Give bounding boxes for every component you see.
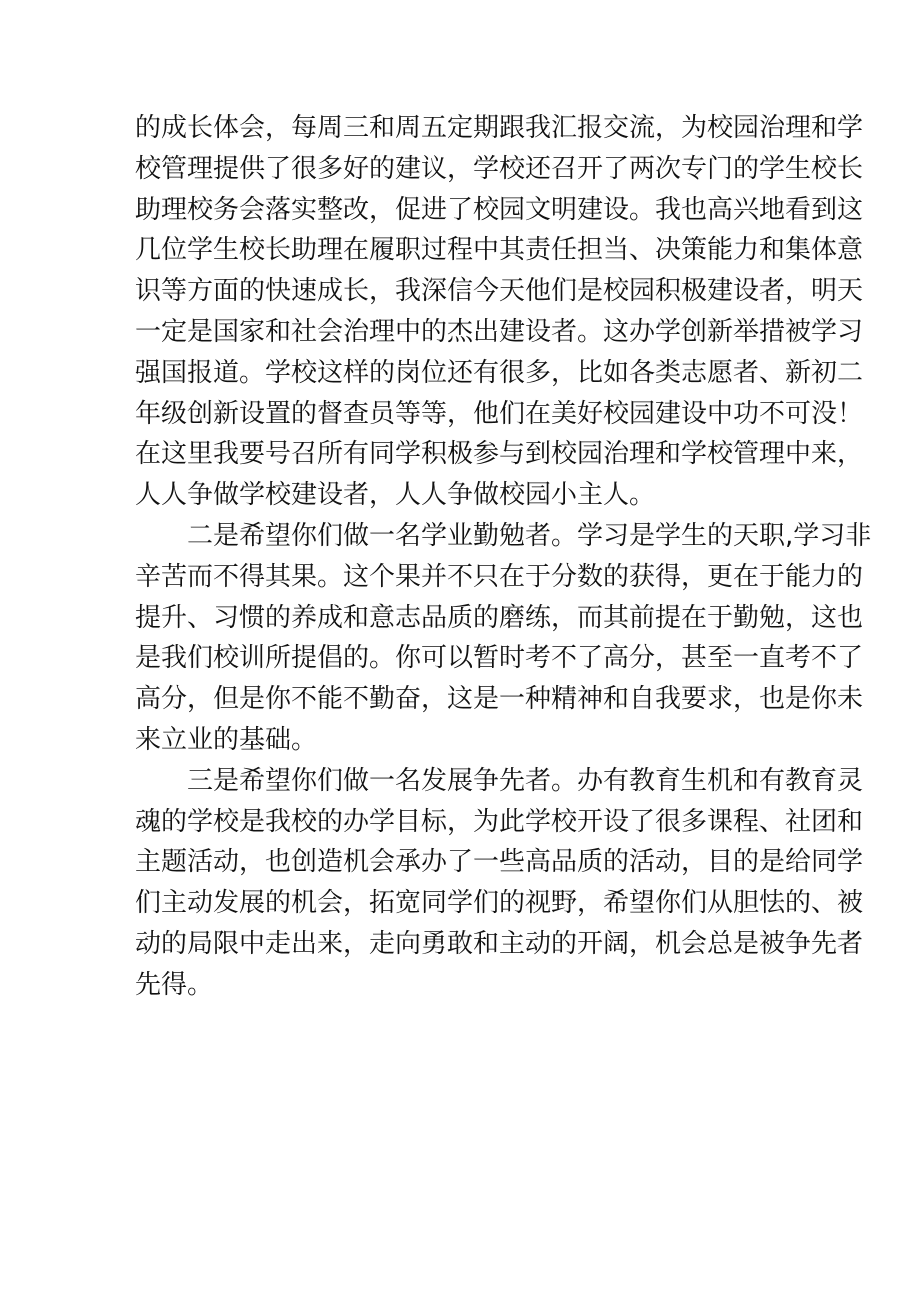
paragraph-1-line-10: 人人争做学校建设者，人人争做校园小主人。	[135, 480, 656, 511]
paragraph-1-line-2: 校管理提供了很多好的建议，学校还召开了两次专门的学生校长	[135, 153, 864, 184]
paragraph-3-line-5: 动的局限中走出来，走向勇敢和主动的开阔，机会总是被争先者	[135, 928, 864, 959]
paragraph-2-line-5: 高分，但是你不能不勤奋，这是一种精神和自我要求，也是你未	[135, 684, 864, 715]
paragraph-1-line-4: 几位学生校长助理在履职过程中其责任担当、决策能力和集体意	[135, 235, 864, 266]
paragraph-1-line-8: 年级创新设置的督查员等等，他们在美好校园建设中功不可没！	[135, 398, 864, 429]
paragraph-3-line-6: 先得。	[135, 969, 214, 1000]
paragraph-3	[135, 761, 864, 1006]
paragraph-1-line-6: 一定是国家和社会治理中的杰出建设者。这办学创新举措被学习	[135, 316, 864, 347]
paragraph-3-line-4: 们主动发展的机会，拓宽同学们的视野，希望你们从胆怯的、被	[135, 888, 864, 919]
paragraph-1-line-3: 助理校务会落实整改，促进了校园文明建设。我也高兴地看到这	[135, 194, 864, 225]
paragraph-3-line-3: 主题活动，也创造机会承办了一些高品质的活动，目的是给同学	[135, 847, 864, 878]
paragraph-2-line-2: 辛苦而不得其果。这个果并不只在于分数的获得，更在于能力的	[135, 561, 864, 592]
body-text	[135, 108, 872, 1006]
paragraph-1-line-1: 的成长体会，每周三和周五定期跟我汇报交流，为校园治理和学	[135, 113, 864, 143]
paragraph-2-line-4: 是我们校训所提倡的。你可以暂时考不了高分，甚至一直考不了	[135, 643, 864, 674]
paragraph-2-line-6: 来立业的基础。	[135, 724, 318, 755]
paragraph-2-line-1: 二是希望你们做一名学业勤勉者。学习是学生的天职,学习非	[187, 520, 872, 551]
paragraph-1-line-7: 强国报道。学校这样的岗位还有很多，比如各类志愿者、新初二	[135, 357, 864, 388]
paragraph-1-line-5: 识等方面的快速成长，我深信今天他们是校园积极建设者，明天	[135, 276, 864, 307]
paragraph-3-line-1: 三是希望你们做一名发展争先者。办有教育生机和有教育灵	[187, 765, 864, 796]
paragraph-2	[135, 516, 872, 761]
paragraph-3-line-2: 魂的学校是我校的办学目标，为此学校开设了很多课程、社团和	[135, 806, 864, 837]
paragraph-2-line-3: 提升、习惯的养成和意志品质的磨练，而其前提在于勤勉，这也	[135, 602, 864, 633]
paragraph-1-line-9: 在这里我要号召所有同学积极参与到校园治理和学校管理中来，	[135, 439, 864, 470]
paragraph-1	[135, 108, 864, 516]
